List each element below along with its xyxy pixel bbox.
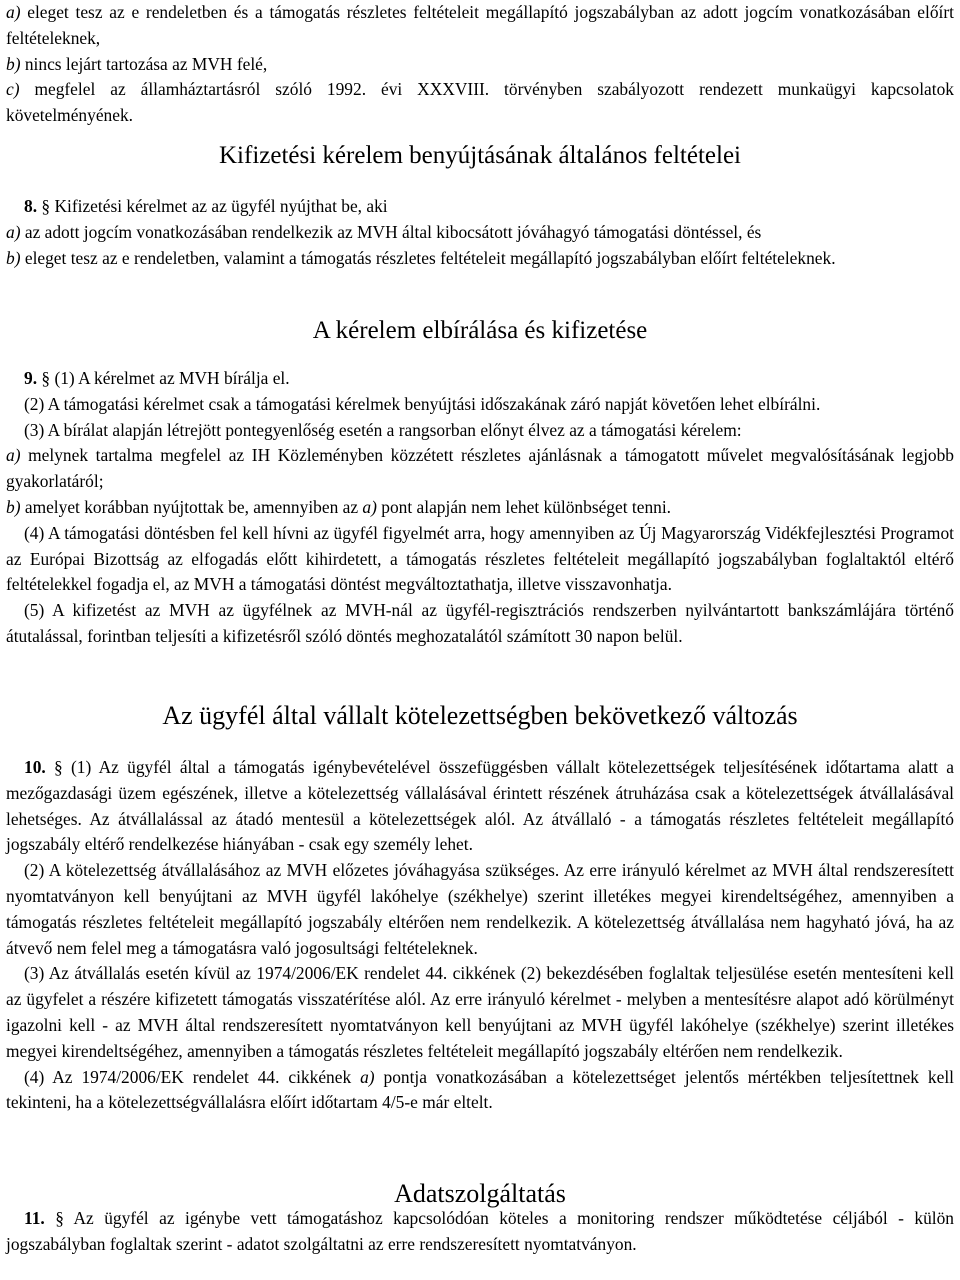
section-symbol-icon: §: [45, 757, 63, 777]
paragraph-11: [6, 1206, 954, 1258]
paragraph-text: Az ügyfél az igénybe vett támogatáshoz kapcsolódóan köteles a monitoring rendszer működtetése céljából - külön jogszabályban foglaltak szerint - adatot szolgáltatni az erre rendszeresített nyomtatványon.: [6, 1208, 954, 1254]
section-11: [6, 1206, 954, 1258]
section-symbol-icon: §: [44, 1208, 64, 1228]
paragraph-text: (4) Az 1974/2006/EK rendelet 44. cikkének: [24, 1066, 361, 1087]
paragraph-10-4: [6, 1065, 954, 1117]
paragraph-10-3: (3) Az átvállalás esetén kívül az 1974/2006/EK rendelet 44. cikkének (2) bekezdésében foglaltak teljesülése esetén mentesíteni kell az ügyfelet a részére kifizetett támogatás visszatérítése alól. Az erre irányuló kérelmet - melyben a mentesítésre alapot adó körülményt igazolni kell - az MVH által rendszeresített nyomtatványon kell benyújtani az MVH ügyfél lakóhelye (székhelye) szerint illetékes megyei kirendeltségéhez, amennyiben a támogatás részletes feltételeit megállapító jogszabály eltérően nem rendelkezik.: [6, 963, 954, 1061]
item-text: melynek tartalma megfelel az IH Közleményben közzétett részletes ajánlásnak a támogatott művelet megvalósításának legjobb gyakorlatáról;: [6, 445, 954, 492]
item-text: nincs lejárt tartozása az MVH felé,: [20, 53, 268, 74]
section-10: [6, 755, 954, 1116]
intro-list: [6, 0, 954, 129]
section-title-elbiralas: A kérelem elbírálása és kifizetése: [312, 317, 648, 344]
section-title-adatszolgaltatas: Adatszolgáltatás: [394, 1179, 566, 1208]
item-reference: a): [360, 1066, 375, 1087]
paragraph-9-4: (4) A támogatási döntésben fel kell hívni az ügyfél figyelmét arra, hogy amennyiben az Új Magyarország Vidékfejlesztési Programot az Európai Bizottság az elfogadás előtt kihirdetett, a támogatás részletes feltételeit megállapító jogszabályban foglaltaktól eltérő feltételekkel fogadja el, az MVH a támogatási döntést megváltoztathatja, illetve visszavonhatja.: [6, 522, 954, 595]
item-mark: b): [6, 496, 21, 517]
paragraph-number: 9.: [24, 368, 38, 388]
paragraph-number: 10.: [24, 757, 46, 777]
paragraph-9-2: (2) A támogatási kérelmet csak a támogatási kérelmek benyújtási időszakának záró napját követően lehet elbírálni.: [24, 393, 821, 414]
section-8-item-a: [6, 220, 954, 246]
section-title-kifizetesi-kerelem: Kifizetési kérelem benyújtásának általános feltételei: [219, 142, 741, 169]
item-mark: b): [6, 247, 21, 268]
paragraph-text: pontja vonatkozásában a kötelezettséget jelentős mértékben teljesítettnek kell tekinteni, ha a kötelezettségvállalásra előírt időtartam 4/5-e már eltelt.: [6, 1066, 954, 1113]
item-reference: a): [362, 496, 377, 517]
section-title-kotelezettseg-valtozas: Az ügyfél által vállalt kötelezettségben bekövetkező változás: [162, 701, 798, 730]
paragraph-10-2: (2) A kötelezettség átvállalásához az MVH előzetes jóváhagyása szükséges. Az erre irányuló kérelmet az MVH által rendszeresített nyomtatványon kell benyújtani az MVH ügyfél lakóhelye (székhelye) szerint illetékes megyei kirendeltségéhez, amennyiben a támogatás részletes feltételeit megállapító jogszabály eltérően nem rendelkezik. A kötelezettség átvállalása nem hagyható jóvá, ha az átvevő nem felel meg a támogatásra való jogosultsági feltételeknek.: [6, 860, 954, 958]
paragraph-9-1: [6, 366, 954, 392]
item-text: eleget tesz az e rendeletben, valamint a támogatás részletes feltételeit megállapító jogszabályban előírt feltételeknek.: [20, 247, 836, 268]
section-8-item-b: [6, 246, 954, 272]
paragraph-9-5: (5) A kifizetést az MVH az ügyfélnek az MVH-nál az ügyfél-regisztrációs rendszerben nyilvántartott bankszámlájára történő átutalással, forintban teljesíti a kifizetésről szóló döntés meghozatalától számított 30 napon belül.: [6, 600, 954, 646]
paragraph-number: 11.: [24, 1208, 45, 1228]
item-mark: b): [6, 53, 21, 74]
item-text: az adott jogcím vonatkozásában rendelkezik az MVH által kibocsátott jóváhagyó támogatási döntéssel, és: [20, 221, 762, 242]
item-text: amelyet korábban nyújtottak be, amennyiben az: [20, 496, 363, 517]
paragraph-text: Kifizetési kérelmet az az ügyfél nyújthat be, aki: [50, 196, 388, 216]
paragraph-10-1: [6, 755, 954, 858]
section-symbol-icon: §: [37, 196, 51, 216]
intro-item-c: [6, 77, 954, 129]
section-8: [6, 194, 954, 271]
section-9: [6, 366, 954, 650]
item-text: eleget tesz az e rendeletben és a támogatás részletes feltételeit megállapító jogszabályban az adott jogcím vonatkozásában előírt feltételeknek,: [6, 2, 954, 48]
item-mark: c): [6, 79, 20, 100]
paragraph-9-3-b: [6, 495, 954, 521]
paragraph-number: 8.: [24, 196, 38, 216]
item-text: pont alapján nem lehet különbséget tenni.: [376, 496, 672, 517]
intro-item-a: [6, 0, 954, 52]
paragraph-text: (1) A kérelmet az MVH bírálja el.: [50, 368, 290, 388]
paragraph-9-3: (3) A bírálat alapján létrejött pontegyenlőség esetén a rangsorban előnyt élvez az a támogatási kérelem:: [24, 419, 742, 440]
paragraph-9-3-a: [6, 443, 954, 495]
item-text: megfelel az államháztartásról szóló 1992. évi XXXVIII. törvényben szabályozott rendezett munkaügyi kapcsolatok követelményének.: [6, 79, 954, 126]
paragraph-8: [6, 194, 954, 220]
paragraph-text: (1) Az ügyfél által a támogatás igénybevételével összefüggésben vállalt kötelezettségek teljesítésének időtartama alatt a mezőgazdasági üzem egészének, illetve a kötelezettség vállalásával érintett részének átruházása csak a kötelezettségek átvállalásával lehetséges. Az átvállalással az átadó mentesül a kötelezettségek alól. Az átvállaló - a támogatás részletes feltételeit megállapító jogszabály eltérő rendelkezése hiányában - csak egy személy lehet.: [6, 757, 954, 855]
section-symbol-icon: §: [37, 368, 51, 388]
item-mark: a): [6, 2, 21, 22]
item-mark: a): [6, 445, 21, 466]
item-mark: a): [6, 221, 21, 242]
intro-item-b: [6, 52, 954, 78]
